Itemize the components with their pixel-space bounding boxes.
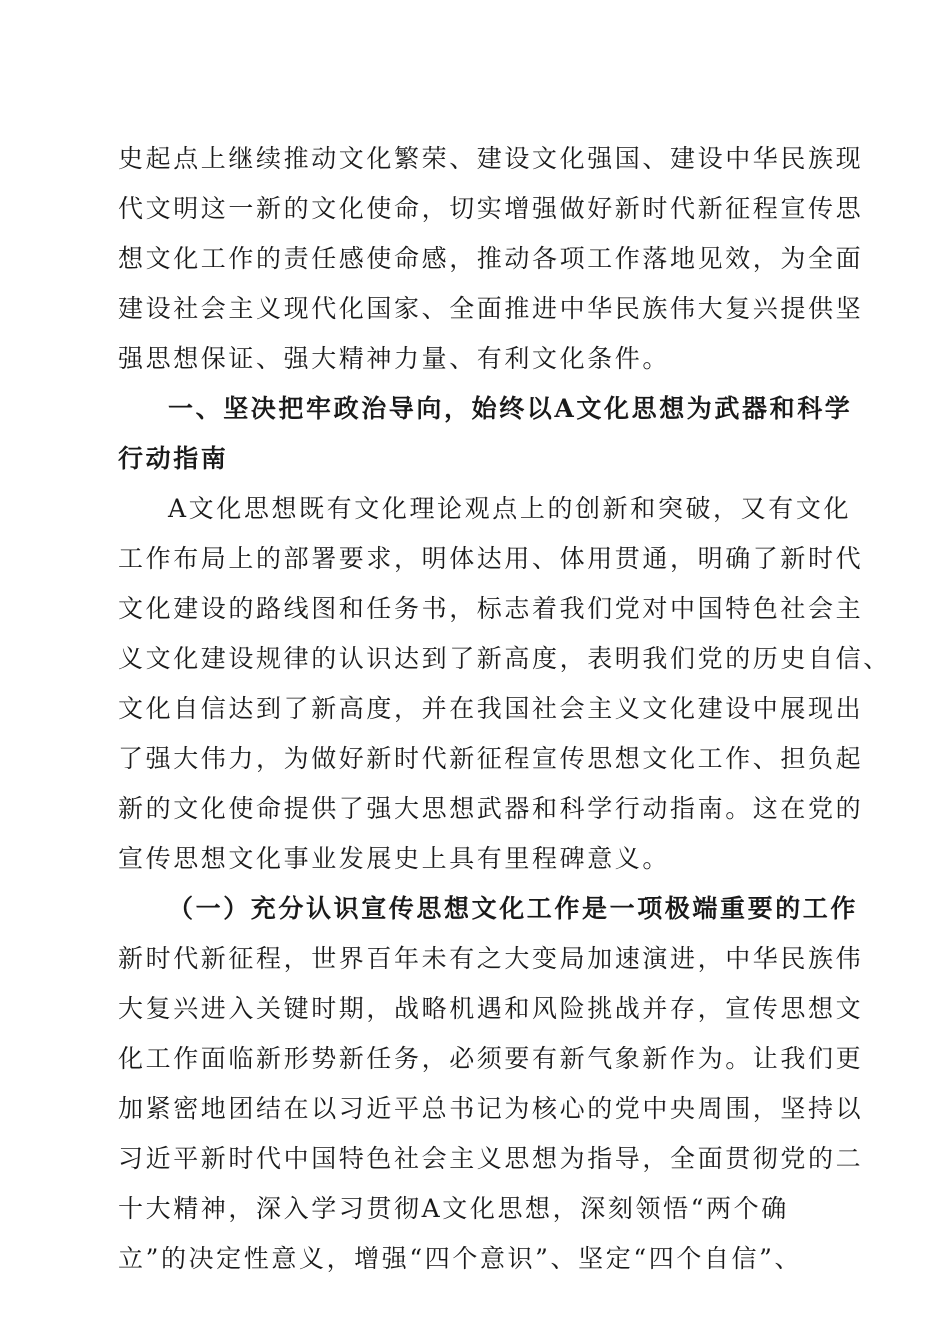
body-text-line: 新的文化使命提供了强大思想武器和科学行动指南。这在党的 <box>118 794 864 823</box>
body-text-line: 义文化建设规律的认识达到了新高度，表明我们党的历史自信、 <box>118 644 891 673</box>
body-text-line: 宣传思想文化事业发展史上具有里程碑意义。 <box>118 844 671 873</box>
section-heading-continued: 行动指南 <box>118 444 229 473</box>
body-text-line: 建设社会主义现代化国家、全面推进中华民族伟大复兴提供坚 <box>118 294 864 323</box>
body-text-line: 了强大伟力，为做好新时代新征程宣传思想文化工作、担负起 <box>118 744 864 773</box>
body-text-line: 大复兴进入关键时期，战略机遇和风险挑战并存，宣传思想文 <box>118 994 864 1023</box>
body-text-line: 加紧密地团结在以习近平总书记为核心的党中央周围，坚持以 <box>118 1094 864 1123</box>
section-heading: 一、坚决把牢政治导向，始终以A文化思想为武器和科学 <box>168 394 853 423</box>
body-text-line: A文化思想既有文化理论观点上的创新和突破，又有文化 <box>168 494 852 523</box>
body-text-line: 新时代新征程，世界百年未有之大变局加速演进，中华民族伟 <box>118 944 864 973</box>
body-text-line: 想文化工作的责任感使命感，推动各项工作落地见效，为全面 <box>118 244 864 273</box>
body-text-line: 史起点上继续推动文化繁荣、建设文化强国、建设中华民族现 <box>118 144 864 173</box>
body-text-line: 代文明这一新的文化使命，切实增强做好新时代新征程宣传思 <box>118 194 864 223</box>
body-text-line: 化工作面临新形势新任务，必须要有新气象新作为。让我们更 <box>118 1044 864 1073</box>
body-text-line: 强思想保证、强大精神力量、有利文化条件。 <box>118 344 671 373</box>
body-text-line: 十大精神，深入学习贯彻A文化思想，深刻领悟“两个确 <box>118 1194 789 1223</box>
body-text-line: 习近平新时代中国特色社会主义思想为指导，全面贯彻党的二 <box>118 1144 864 1173</box>
body-text-line: 文化自信达到了新高度，并在我国社会主义文化建设中展现出 <box>118 694 864 723</box>
body-text-line: 工作布局上的部署要求，明体达用、体用贯通，明确了新时代 <box>118 544 864 573</box>
body-text-line: 文化建设的路线图和任务书，标志着我们党对中国特色社会主 <box>118 594 864 623</box>
body-text-line: 立”的决定性意义，增强“四个意识”、坚定“四个自信”、 <box>118 1244 803 1273</box>
subsection-heading: （一）充分认识宣传思想文化工作是一项极端重要的工作 <box>168 894 859 923</box>
